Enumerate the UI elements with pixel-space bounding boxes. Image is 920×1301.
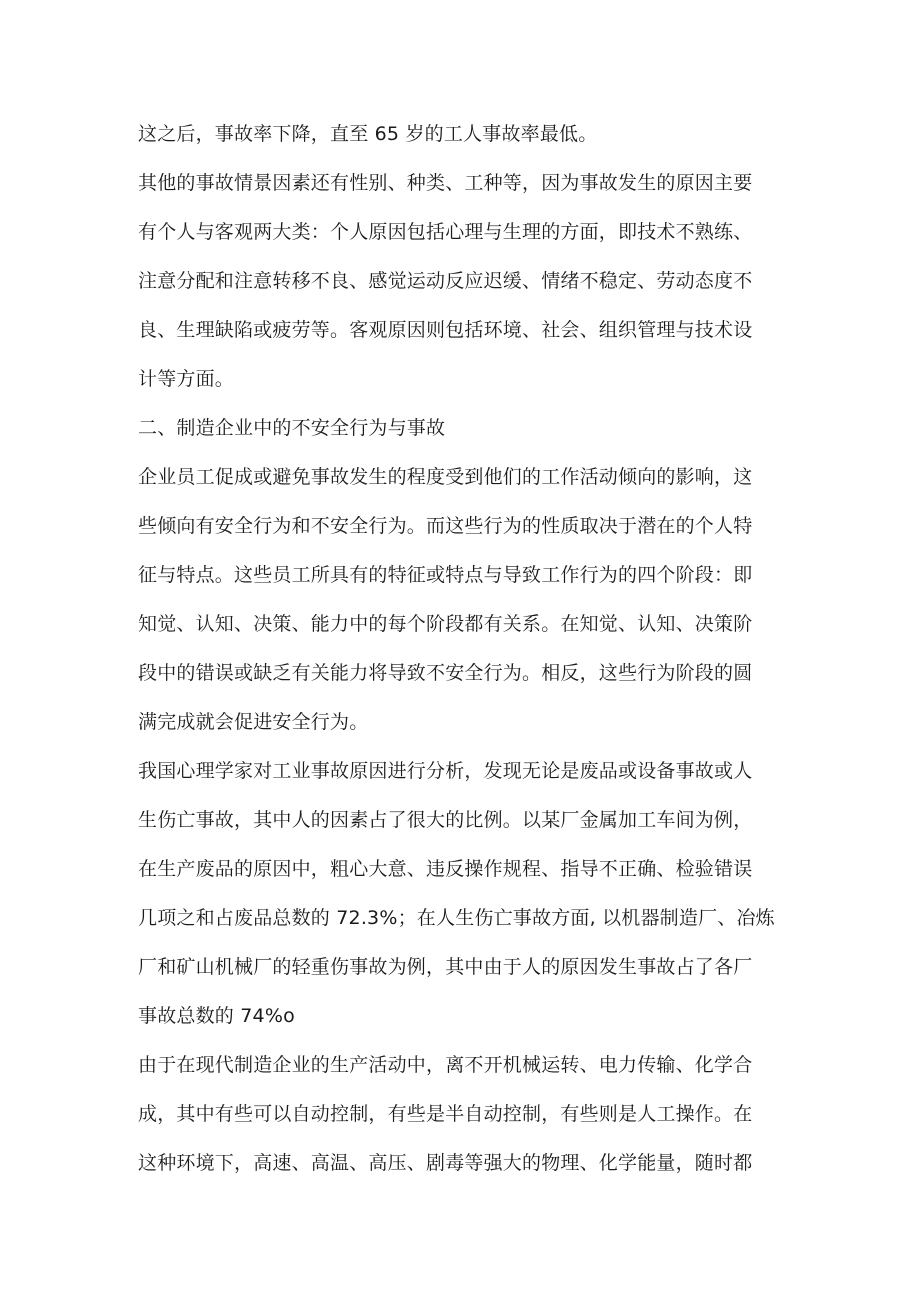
text-line: 在生产废品的原因中，粗心大意、违反操作规程、指导不正确、检验错误 [138, 858, 753, 880]
text-line: 几项之和占废品总数的 72.3%；在人生伤亡事故方面, 以机器制造厂、冶炼 [138, 907, 775, 929]
text-line: 计等方面。 [138, 368, 235, 390]
text-line: 良、生理缺陷或疲劳等。客观原因则包括环境、社会、组织管理与技术设 [138, 319, 753, 341]
text-line: 生伤亡事故，其中人的因素占了很大的比例。以某厂金属加工车间为例， [138, 809, 753, 831]
text-line: 由于在现代制造企业的生产活动中，离不开机械运转、电力传输、化学合 [138, 1054, 753, 1076]
text-line: 这种环境下，高速、高温、高压、剧毒等强大的物理、化学能量，随时都 [138, 1152, 753, 1174]
text-line: 其他的事故情景因素还有性别、种类、工种等，因为事故发生的原因主要 [138, 172, 753, 194]
text-line: 注意分配和注意转移不良、感觉运动反应迟缓、情绪不稳定、劳动态度不 [138, 270, 753, 292]
text-line: 我国心理学家对工业事故原因进行分析，发现无论是废品或设备事故或人 [138, 760, 753, 782]
document-body [138, 112, 798, 1190]
text-line: 满完成就会促进安全行为。 [138, 711, 369, 733]
text-line: 有个人与客观两大类：个人原因包括心理与生理的方面，即技术不熟练、 [138, 221, 753, 243]
text-line: 成，其中有些可以自动控制，有些是半自动控制，有些则是人工操作。在 [138, 1103, 753, 1125]
text-line: 企业员工促成或避免事故发生的程度受到他们的工作活动倾向的影响，这 [138, 466, 753, 488]
text-line: 知觉、认知、决策、能力中的每个阶段都有关系。在知觉、认知、决策阶 [138, 613, 753, 635]
text-line: 事故总数的 74%o [138, 1005, 295, 1027]
section-heading: 二、制造企业中的不安全行为与事故 [138, 417, 446, 439]
text-line: 厂和矿山机械厂的轻重伤事故为例，其中由于人的原因发生事故占了各厂 [138, 956, 753, 978]
text-line: 段中的错误或缺乏有关能力将导致不安全行为。相反，这些行为阶段的圆 [138, 662, 753, 684]
text-line: 征与特点。这些员工所具有的特征或特点与导致工作行为的四个阶段：即 [138, 564, 753, 586]
text-line: 些倾向有安全行为和不安全行为。而这些行为的性质取决于潜在的个人特 [138, 515, 753, 537]
text-line: 这之后，事故率下降，直至 65 岁的工人事故率最低。 [138, 123, 598, 145]
